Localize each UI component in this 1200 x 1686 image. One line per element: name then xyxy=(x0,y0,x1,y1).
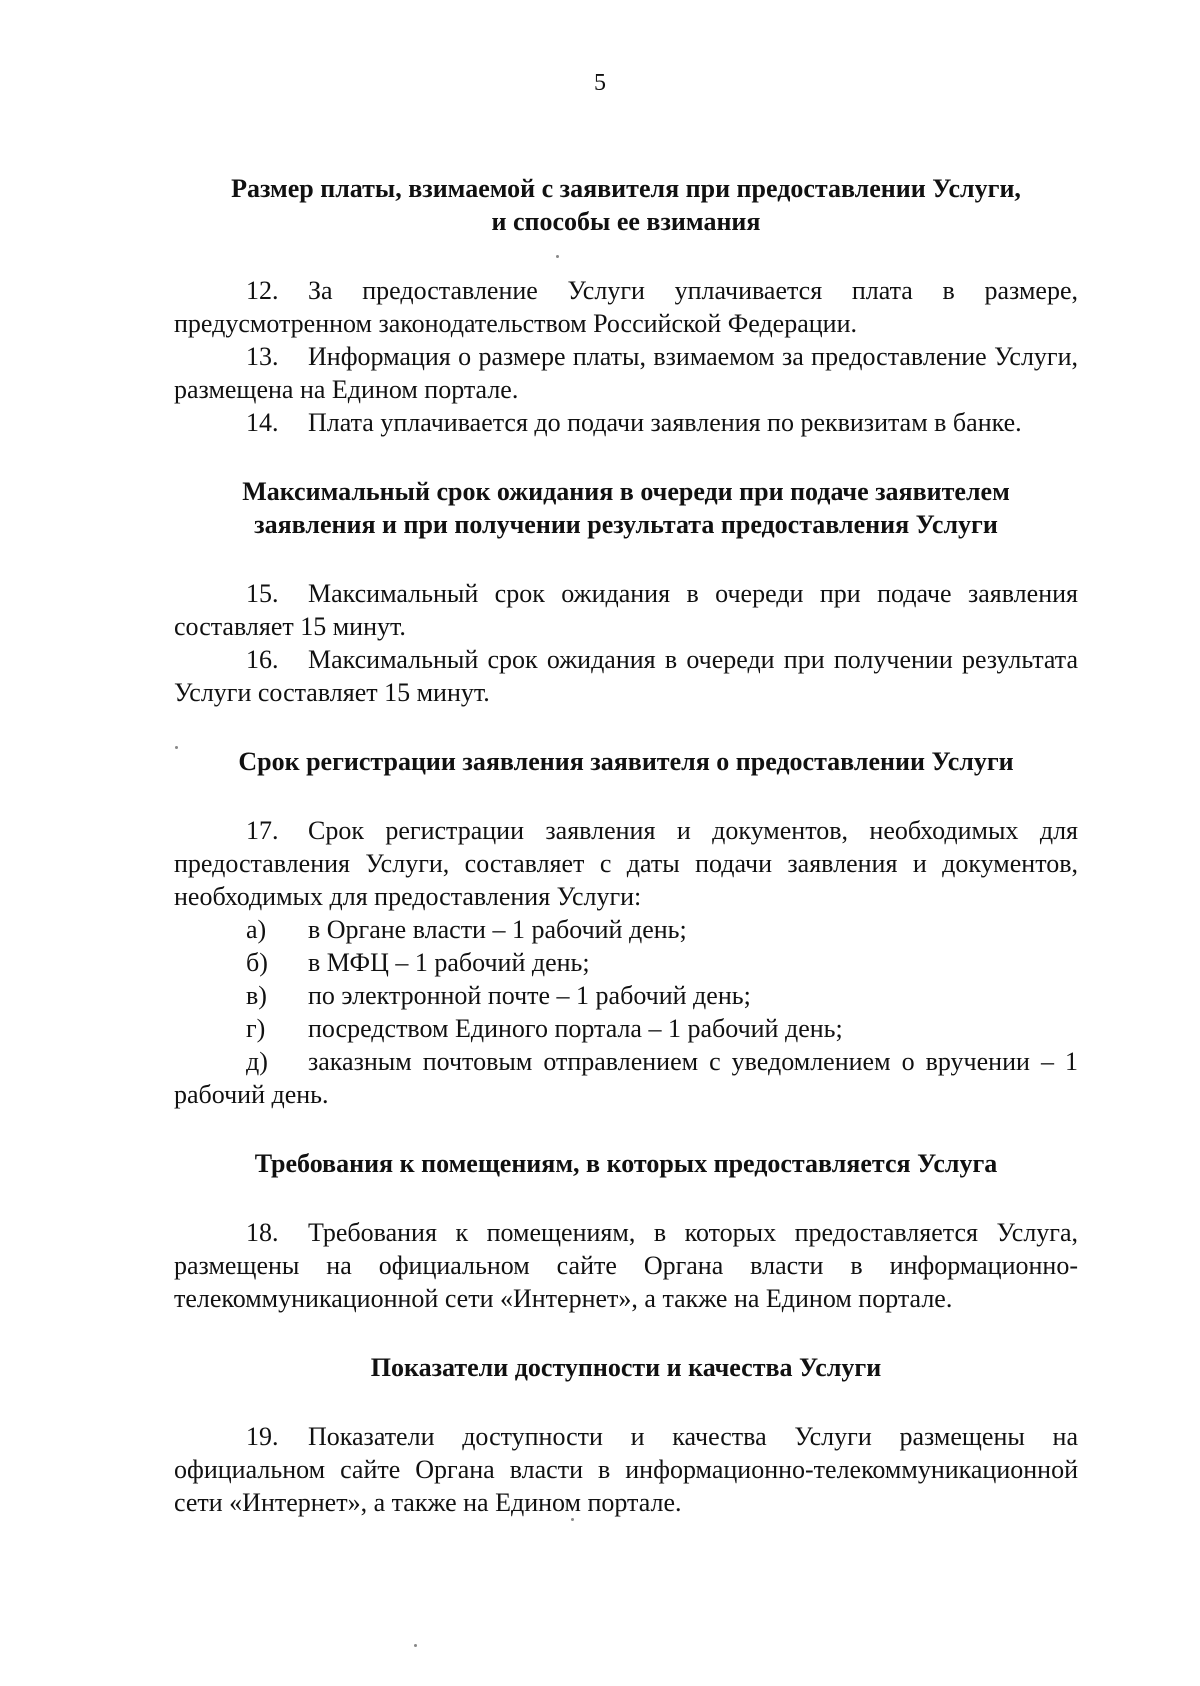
scan-speck xyxy=(175,746,178,749)
list-marker: г) xyxy=(246,1014,266,1043)
paragraph-16 xyxy=(174,643,1078,709)
paragraph-13 xyxy=(174,340,1078,406)
paragraph-text: Максимальный срок ожидания в очереди при получении результата Услуги составляет 15 минут. xyxy=(174,645,1078,707)
list-marker: б) xyxy=(246,948,268,977)
heading-line: Требования к помещениям, в которых предоставляется Услуга xyxy=(254,1149,998,1178)
paragraph-19 xyxy=(174,1420,1078,1519)
paragraph-text: Требования к помещениям, в которых предоставляется Услуга, размещены на официальном сайте Органа власти в информационно-телекоммуникационной сети «Интернет», а также на Едином портале. xyxy=(174,1218,1078,1313)
list-item-b xyxy=(174,946,1078,979)
paragraph-number: 16. xyxy=(246,645,279,674)
paragraph-text: Плата уплачивается до подачи заявления по реквизитам в банке. xyxy=(308,408,1022,437)
paragraph-number: 18. xyxy=(246,1218,279,1247)
section-heading xyxy=(174,1351,1078,1384)
section-fee xyxy=(174,172,1078,439)
scan-speck xyxy=(414,1644,417,1647)
paragraph-number: 17. xyxy=(246,816,279,845)
paragraph-18 xyxy=(174,1216,1078,1315)
list-marker: д) xyxy=(246,1047,268,1076)
list-text: посредством Единого портала – 1 рабочий день; xyxy=(308,1014,843,1043)
paragraph-text: Информация о размере платы, взимаемом за предоставление Услуги, размещена на Едином портале. xyxy=(174,342,1078,404)
section-heading xyxy=(174,1147,1078,1180)
section-heading xyxy=(174,475,1078,541)
paragraph-text: За предоставление Услуги уплачивается плата в размере, предусмотренном законодательством Российской Федерации. xyxy=(174,276,1078,338)
list-text: в МФЦ – 1 рабочий день; xyxy=(308,948,590,977)
paragraph-number: 13. xyxy=(246,342,279,371)
paragraph-text: Срок регистрации заявления и документов, необходимых для предоставления Услуги, составляет с даты подачи заявления и документов, необходимых для предоставления Услуги: xyxy=(174,816,1078,911)
page-number: 5 xyxy=(594,70,606,96)
scan-speck xyxy=(556,255,559,258)
heading-line: Показатели доступности и качества Услуги xyxy=(370,1353,882,1382)
paragraph-12 xyxy=(174,274,1078,340)
list-marker: а) xyxy=(246,915,267,944)
paragraph-15 xyxy=(174,577,1078,643)
section-queue-time xyxy=(174,475,1078,709)
paragraph-number: 14. xyxy=(246,408,279,437)
list-item-d xyxy=(174,1045,1078,1111)
paragraph-number: 19. xyxy=(246,1422,279,1451)
scan-speck xyxy=(571,1518,574,1521)
list-text: заказным почтовым отправлением с уведомлением о вручении – 1 рабочий день. xyxy=(174,1047,1078,1109)
document-body xyxy=(174,172,1078,1519)
list-text: в Органе власти – 1 рабочий день; xyxy=(308,915,687,944)
list-text: по электронной почте – 1 рабочий день; xyxy=(308,981,751,1010)
heading-line: Максимальный срок ожидания в очереди при подаче заявителем xyxy=(242,477,1010,506)
heading-line: и способы ее взимания xyxy=(491,207,761,236)
list-item-g xyxy=(174,1012,1078,1045)
paragraph-number: 12. xyxy=(246,276,279,305)
paragraph-number: 15. xyxy=(246,579,279,608)
list-item-a xyxy=(174,913,1078,946)
section-premises xyxy=(174,1147,1078,1315)
paragraph-text: Максимальный срок ожидания в очереди при подаче заявления составляет 15 минут. xyxy=(174,579,1078,641)
paragraph-14 xyxy=(174,406,1078,439)
section-registration-term xyxy=(174,745,1078,1111)
heading-line: Срок регистрации заявления заявителя о предоставлении Услуги xyxy=(238,747,1014,776)
heading-line: заявления и при получении результата предоставления Услуги xyxy=(254,510,998,539)
section-heading xyxy=(174,745,1078,778)
section-quality xyxy=(174,1351,1078,1519)
paragraph-17 xyxy=(174,814,1078,913)
heading-line: Размер платы, взимаемой с заявителя при предоставлении Услуги, xyxy=(231,174,1021,203)
paragraph-text: Показатели доступности и качества Услуги размещены на официальном сайте Органа власти в информационно-телекоммуникационной сети «Интернет», а также на Едином портале. xyxy=(174,1422,1078,1517)
list-item-v xyxy=(174,979,1078,1012)
list-marker: в) xyxy=(246,981,267,1010)
section-heading xyxy=(174,172,1078,238)
